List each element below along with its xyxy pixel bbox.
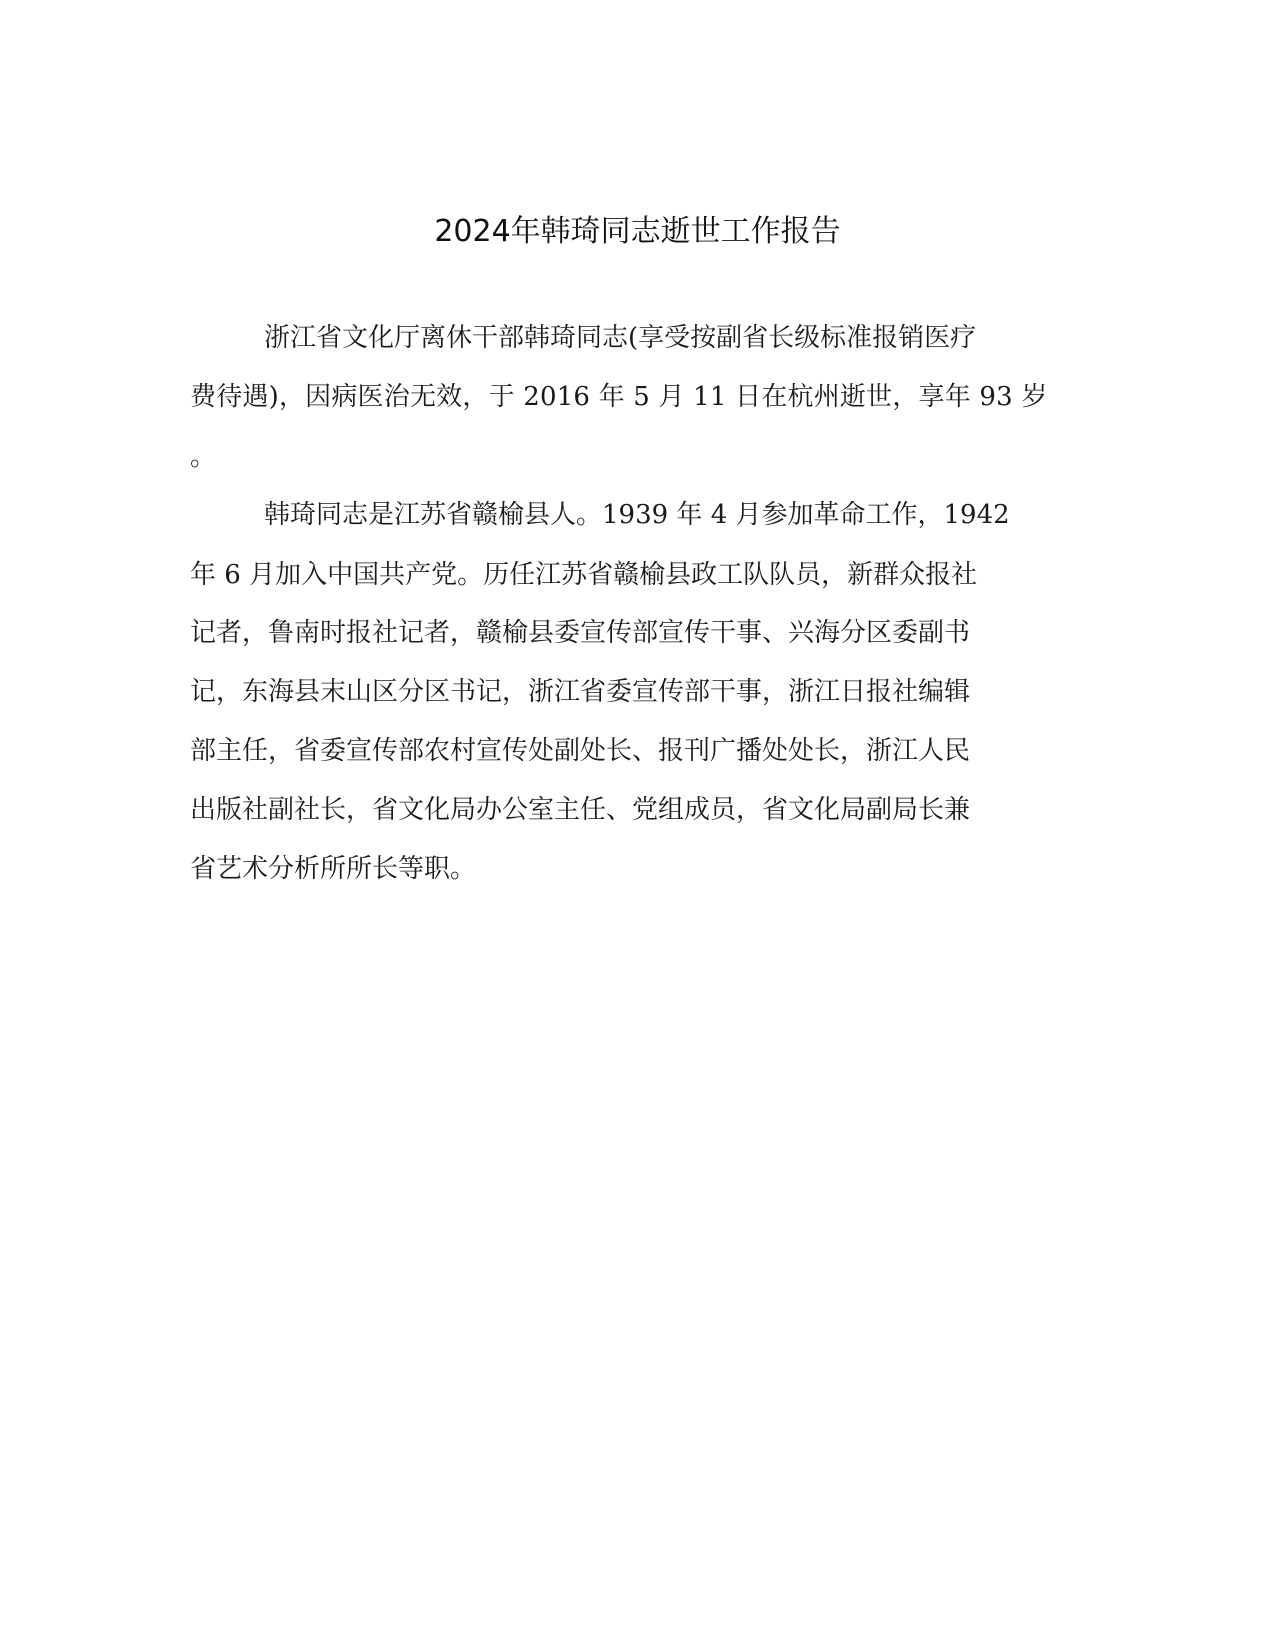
paragraph-2-line-2: 年 6 月加入中国共产党。历任江苏省赣榆县政工队队员，新群众报社 [190, 560, 978, 590]
paragraph-2-line-7: 省艺术分析所所长等职。 [190, 854, 477, 884]
document-title: 2024年韩琦同志逝世工作报告 [434, 214, 841, 249]
paragraph-2-line-3: 记者，鲁南时报社记者，赣榆县委宣传部宣传干事、兴海分区委副书 [190, 618, 971, 648]
paragraph-2-line-5: 部主任，省委宣传部农村宣传处副处长、报刊广播处处长，浙江人民 [190, 736, 971, 766]
paragraph-2-line-4: 记，东海县末山区分区书记，浙江省委宣传部干事，浙江日报社编辑 [190, 677, 971, 707]
paragraph-1-line-1: 浙江省文化厅离休干部韩琦同志(享受按副省长级标准报销医疗 [264, 323, 977, 353]
paragraph-1-line-2: 费待遇)，因病医治无效，于 2016 年 5 月 11 日在杭州逝世，享年 93 岁 [190, 382, 1048, 412]
paragraph-1-line-3: 。 [190, 442, 217, 472]
paragraph-2-line-1: 韩琦同志是江苏省赣榆县人。1939 年 4 月参加革命工作，1942 [264, 500, 1010, 530]
paragraph-2-line-6: 出版社副社长，省文化局办公室主任、党组成员，省文化局副局长兼 [190, 795, 971, 825]
